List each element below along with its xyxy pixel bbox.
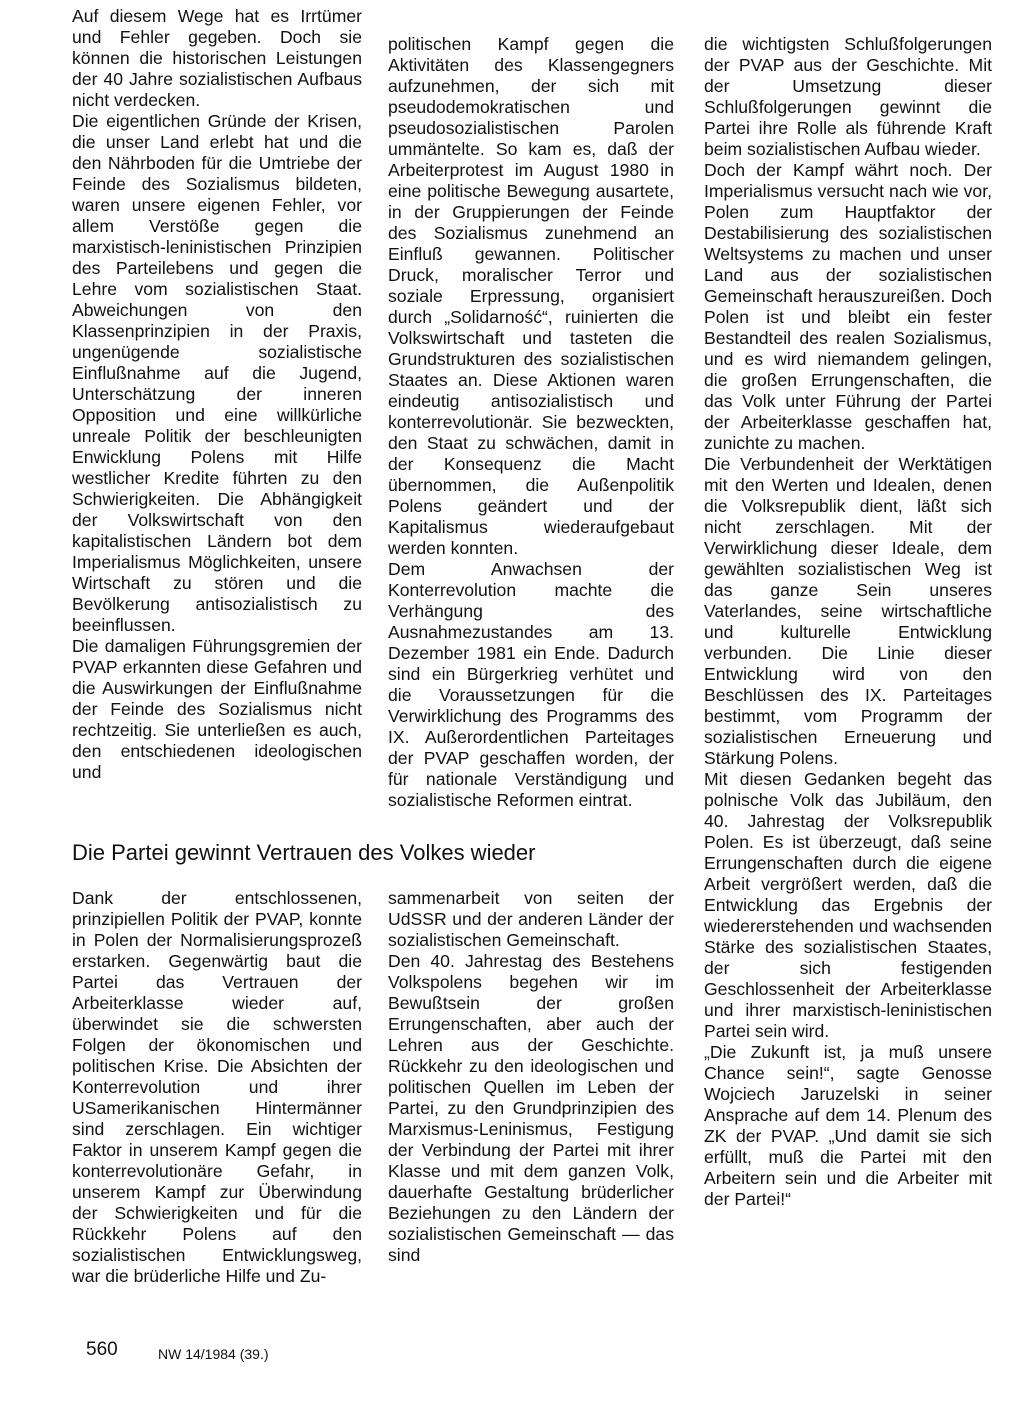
issue-reference: NW 14/1984 (39.)	[158, 1346, 269, 1362]
paragraph: Die damaligen Führungsgremien der PVAP erkannten diese Gefahren und die Auswirkungen der Einflußnahme der Feinde des Sozialismus nicht rechtzeitig. Sie unterließen es auch, den entschiedenen ideologischen und	[72, 636, 362, 782]
column-3	[704, 34, 992, 1210]
page-number: 560	[86, 1339, 118, 1360]
column-2-bottom	[388, 888, 674, 1266]
column-1-bottom	[72, 888, 362, 1287]
paragraph: sammenarbeit von seiten der UdSSR und der anderen Länder der sozialistischen Gemeinschaft.	[388, 888, 674, 950]
paragraph: die wichtigsten Schlußfolgerungen der PVAP aus der Geschichte. Mit der Umsetzung dieser Schlußfolgerungen gewinnt die Partei ihre Rolle als führende Kraft beim sozialistischen Aufbau wieder.	[704, 34, 992, 159]
section-heading: Die Partei gewinnt Vertrauen des Volkes wieder	[72, 840, 536, 865]
paragraph: Dank der entschlossenen, prinzipiellen Politik der PVAP, konnte in Polen der Normalisierungsprozeß erstarken. Gegenwärtig baut die Partei das Vertrauen der Arbeiterklasse wieder auf, überwindet sie die schwersten Folgen der ökonomischen und politischen Krise. Die Absichten der Konterrevolution und ihrer USamerikanischen Hintermänner sind zerschlagen. Ein wichtiger Faktor in unserem Kampf gegen die konterrevolutionäre Gefahr, in unserem Kampf zur Überwindung der Schwierigkeiten und für die Rückkehr Polens auf den sozialistischen Entwicklungsweg, war die brüderliche Hilfe und Zu-	[72, 888, 362, 1286]
column-2-top	[388, 34, 674, 811]
paragraph: Dem Anwachsen der Konterrevolution machte die Verhängung des Ausnahmezustandes am 13. Dezember 1981 ein Ende. Dadurch sind ein Bürgerkrieg verhütet und die Voraussetzungen für die Verwirklichung des Programms des IX. Außerordentlichen Parteitages der PVAP geschaffen worden, der für nationale Verständigung und sozialistische Reformen eintrat.	[388, 559, 674, 810]
paragraph: Die Verbundenheit der Werktätigen mit den Werten und Idealen, denen die Volksrepublik dient, läßt sich nicht zerschlagen. Mit der Verwirklichung dieser Ideale, dem gewählten sozialistischen Weg ist das ganze Sein unseres Vaterlandes, seine wirtschaftliche und kulturelle Entwicklung verbunden. Die Linie dieser Entwicklung wird von den Beschlüssen des IX. Parteitages bestimmt, vom Programm der sozialistischen Erneuerung und Stärkung Polens.	[704, 454, 992, 768]
paragraph: Den 40. Jahrestag des Bestehens Volkspolens begehen wir im Bewußtsein der großen Errungenschaften, aber auch der Lehren aus der Geschichte. Rückkehr zu den ideologischen und politischen Quellen im Leben der Partei, zu den Grundprinzipien des Marxismus-Leninismus, Festigung der Verbindung der Partei mit ihrer Klasse und mit dem ganzen Volk, dauerhafte Gestaltung brüderlicher Beziehungen zu den Ländern der sozialistischen Gemeinschaft — das sind	[388, 951, 674, 1265]
paragraph: Doch der Kampf währt noch. Der Imperialismus versucht nach wie vor, Polen zum Hauptfaktor der Destabilisierung des sozialistischen Weltsystems zu machen und unser Land aus der sozialistischen Gemeinschaft herauszureißen. Doch Polen ist und bleibt ein fester Bestandteil des realen Sozialismus, und es wird niemandem gelingen, die großen Errungenschaften, die das Volk unter Führung der Partei der Arbeiterklasse geschaffen hat, zunichte zu machen.	[704, 160, 992, 453]
column-1-top	[72, 6, 362, 783]
paragraph: „Die Zukunft ist, ja muß unsere Chance sein!“, sagte Genosse Wojciech Jaruzelski in seiner Ansprache auf dem 14. Plenum des ZK der PVAP. „Und damit sie sich erfüllt, muß die Partei mit den Arbeitern sein und die Arbeiter mit der Partei!“	[704, 1042, 992, 1209]
paragraph: Die eigentlichen Gründe der Krisen, die unser Land erlebt hat und die den Nährboden für die Umtriebe der Feinde des Sozialismus bildeten, waren unsere eigenen Fehler, vor allem Verstöße gegen die marxistisch-leninistischen Prinzipien des Parteilebens und gegen die Lehre vom sozialistischen Staat. Abweichungen von den Klassenprinzipien in der Praxis, ungenügende sozialistische Einflußnahme auf die Jugend, Unterschätzung der inneren Opposition und eine willkürliche unreale Politik der beschleunigten Enwicklung Polens mit Hilfe westlicher Kredite führten zu den Schwierigkeiten. Die Abhängigkeit der Volkswirtschaft von den kapitalistischen Ländern bot dem Imperialismus Möglichkeiten, unsere Wirtschaft zu stören und die Bevölkerung antisozialistisch zu beeinflussen.	[72, 111, 362, 635]
paragraph: Auf diesem Wege hat es Irrtümer und Fehler gegeben. Doch sie können die historischen Leistungen der 40 Jahre sozialistischen Aufbaus nicht verdecken.	[72, 6, 362, 110]
paragraph: politischen Kampf gegen die Aktivitäten des Klassengegners aufzunehmen, der sich mit pseudodemokratischen und pseudosozialistischen Parolen ummäntelte. So kam es, daß der Arbeiterprotest im August 1980 in eine politische Bewegung ausartete, in der Gruppierungen der Feinde des Sozialismus zunehmend an Einfluß gewannen. Politischer Druck, moralischer Terror und soziale Erpressung, organisiert durch „Solidarność“, ruinierten die Volkswirtschaft und tasteten die Grundstrukturen des sozialistischen Staates an. Diese Aktionen waren eindeutig antisozialistisch und konterrevolutionär. Sie bezweckten, den Staat zu schwächen, damit in der Konsequenz die Macht übernommen, die Außenpolitik Polens geändert und der Kapitalismus wiederaufgebaut werden konnten.	[388, 34, 674, 558]
paragraph: Mit diesen Gedanken begeht das polnische Volk das Jubiläum, den 40. Jahrestag der Volksrepublik Polen. Es ist überzeugt, daß seine Errungenschaften durch die eigene Arbeit vergrößert werden, daß die Entwicklung das Ergebnis der wiedererstehenden und wachsenden Stärke des sozialistischen Staates, der sich festigenden Geschlossenheit der Arbeiterklasse und ihrer marxistisch-leninistischen Partei sein wird.	[704, 769, 992, 1041]
